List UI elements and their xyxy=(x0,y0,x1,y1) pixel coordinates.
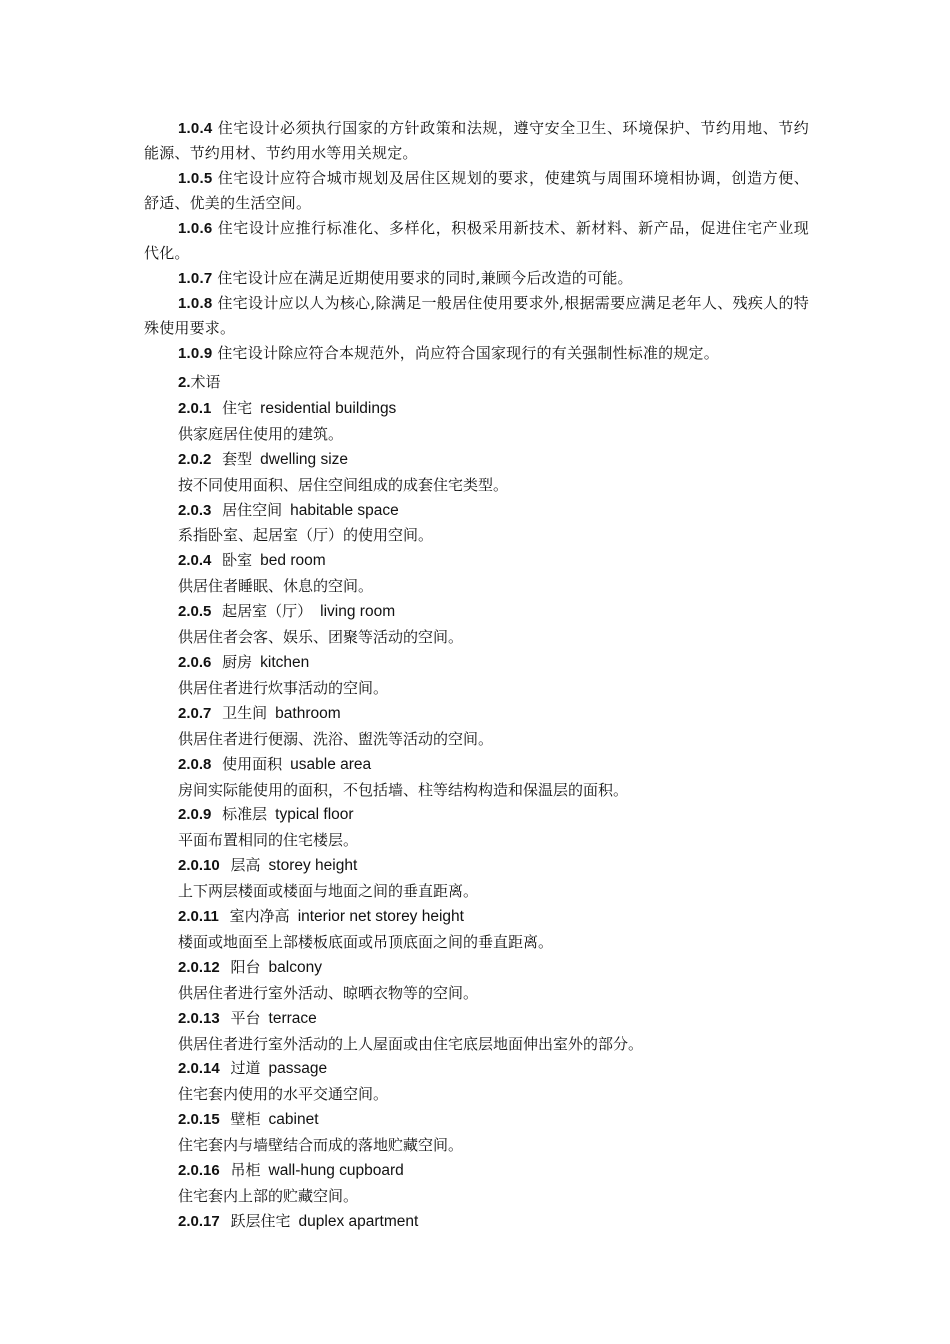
term-chinese: 卧室 xyxy=(222,551,253,570)
term-english: passage xyxy=(268,1060,328,1078)
term-number: 2.0.17 xyxy=(178,1212,220,1230)
term-english: duplex apartment xyxy=(298,1212,419,1230)
term-number: 2.0.3 xyxy=(178,501,212,519)
term-heading xyxy=(144,853,809,879)
term-number: 2.0.4 xyxy=(178,552,212,570)
clause-text: 住宅设计应在满足近期使用要求的同时,兼顾今后改造的可能。 xyxy=(217,269,633,287)
term-definition: 住宅套内上部的贮藏空间。 xyxy=(178,1187,359,1205)
clause-text: 住宅设计应以人为核心,除满足一般居住使用要求外,根据需要应满足老年人、残疾人的特殊使用要求。 xyxy=(144,294,809,337)
term-heading xyxy=(144,752,809,778)
clause-number: 1.0.8 xyxy=(178,295,213,312)
clause-1-0-7 xyxy=(144,266,809,291)
term-number: 2.0.6 xyxy=(178,653,212,671)
term-definition: 供居住者进行室外活动的上人屋面或由住宅底层地面伸出室外的部分。 xyxy=(178,1034,644,1053)
term-definition: 供居住者进行室外活动、晾晒衣物等的空间。 xyxy=(178,983,479,1002)
term-chinese: 卫生间 xyxy=(222,703,268,722)
term-heading xyxy=(144,447,809,473)
term-heading xyxy=(144,1209,809,1235)
term-definition: 系指卧室、起居室（厅）的使用空间。 xyxy=(178,526,434,545)
term-definition: 供居住者进行炊事活动的空间。 xyxy=(178,678,389,697)
term-chinese: 跃层住宅 xyxy=(230,1211,291,1230)
term-english: typical floor xyxy=(275,806,354,824)
clause-1-0-9 xyxy=(144,341,809,366)
term-english: storey height xyxy=(268,857,358,875)
term-number: 2.0.11 xyxy=(178,908,219,926)
term-number: 2.0.9 xyxy=(178,806,212,824)
document-body xyxy=(144,116,809,1235)
term-heading xyxy=(144,498,809,524)
term-chinese: 平台 xyxy=(230,1008,261,1027)
term-english: usable area xyxy=(290,755,372,773)
term-number: 2.0.1 xyxy=(178,399,212,417)
term-chinese: 壁柜 xyxy=(230,1110,261,1129)
term-english: habitable space xyxy=(290,501,399,519)
term-chinese: 起居室（厅） xyxy=(222,602,313,621)
section-heading xyxy=(144,370,809,396)
clause-number: 1.0.7 xyxy=(178,270,213,287)
clause-text: 住宅设计应推行标准化、多样化，积极采用新技术、新材料、新产品，促进住宅产业现代化。 xyxy=(144,219,809,262)
clause-text: 住宅设计必须执行国家的方针政策和法规，遵守安全卫生、环境保护、节约用地、节约能源、节约用材、节约用水等用关规定。 xyxy=(144,119,809,162)
term-heading xyxy=(144,599,809,625)
term-definition: 供居住者会客、娱乐、团聚等活动的空间。 xyxy=(178,628,464,647)
term-definition: 供居住者睡眠、休息的空间。 xyxy=(178,577,374,596)
clause-number: 1.0.9 xyxy=(178,345,213,362)
term-english: terrace xyxy=(268,1009,317,1027)
term-chinese: 套型 xyxy=(222,449,253,468)
term-english: dwelling size xyxy=(260,450,349,468)
term-definition: 供居住者进行便溺、洗浴、盥洗等活动的空间。 xyxy=(178,729,494,748)
clause-number: 1.0.5 xyxy=(178,170,213,187)
term-heading xyxy=(144,1006,809,1032)
term-heading xyxy=(144,1107,809,1133)
term-heading xyxy=(144,955,809,981)
term-chinese: 阳台 xyxy=(230,957,261,976)
clause-1-0-5 xyxy=(144,166,809,216)
term-chinese: 厨房 xyxy=(222,652,253,671)
section-title: 术语 xyxy=(190,373,221,391)
term-number: 2.0.15 xyxy=(178,1111,220,1129)
term-chinese: 层高 xyxy=(230,856,261,875)
term-definition: 住宅套内与墙壁结合而成的落地贮藏空间。 xyxy=(178,1136,464,1155)
term-definition: 按不同使用面积、居住空间组成的成套住宅类型。 xyxy=(178,475,509,494)
term-chinese: 居住空间 xyxy=(222,500,283,519)
term-chinese: 过道 xyxy=(230,1059,261,1078)
term-definition: 供家庭居住使用的建筑。 xyxy=(178,424,344,443)
term-list xyxy=(144,396,809,1235)
term-number: 2.0.10 xyxy=(178,857,220,875)
term-number: 2.0.2 xyxy=(178,450,212,468)
term-english: kitchen xyxy=(260,653,310,671)
clause-number: 1.0.6 xyxy=(178,220,213,237)
term-english: bathroom xyxy=(275,704,341,722)
clause-text: 住宅设计除应符合本规范外，尚应符合国家现行的有关强制性标准的规定。 xyxy=(217,344,719,362)
term-definition: 上下两层楼面或楼面与地面之间的垂直距离。 xyxy=(178,882,479,901)
term-chinese: 使用面积 xyxy=(222,754,283,773)
term-number: 2.0.12 xyxy=(178,958,220,976)
term-heading xyxy=(144,904,809,930)
term-number: 2.0.16 xyxy=(178,1162,220,1180)
term-english: interior net storey height xyxy=(297,908,464,926)
term-chinese: 住宅 xyxy=(222,398,253,417)
term-english: wall-hung cupboard xyxy=(268,1162,404,1180)
term-english: living room xyxy=(320,603,396,621)
clause-text: 住宅设计应符合城市规划及居住区规划的要求，使建筑与周围环境相协调，创造方便、舒适、优美的生活空间。 xyxy=(144,169,809,212)
term-number: 2.0.14 xyxy=(178,1060,220,1078)
term-heading xyxy=(144,802,809,828)
clause-number: 1.0.4 xyxy=(178,120,213,137)
term-definition: 住宅套内使用的水平交通空间。 xyxy=(178,1085,389,1104)
term-definition: 房间实际能使用的面积，不包括墙、柱等结构构造和保温层的面积。 xyxy=(178,780,629,799)
term-english: bed room xyxy=(260,552,326,570)
term-number: 2.0.13 xyxy=(178,1009,220,1027)
section-number: 2. xyxy=(178,374,191,391)
term-heading xyxy=(144,650,809,676)
terms-section xyxy=(144,370,809,1235)
term-number: 2.0.8 xyxy=(178,755,212,773)
term-number: 2.0.5 xyxy=(178,603,212,621)
term-chinese: 室内净高 xyxy=(229,907,290,926)
term-english: residential buildings xyxy=(260,399,397,417)
term-chinese: 吊柜 xyxy=(230,1161,261,1180)
clause-1-0-8 xyxy=(144,291,809,341)
term-number: 2.0.7 xyxy=(178,704,212,722)
term-chinese: 标准层 xyxy=(222,805,268,824)
term-english: balcony xyxy=(268,958,322,976)
term-definition: 楼面或地面至上部楼板底面或吊顶底面之间的垂直距离。 xyxy=(178,932,554,951)
general-provisions xyxy=(144,116,809,366)
term-definition: 平面布置相同的住宅楼层。 xyxy=(178,831,359,850)
term-english: cabinet xyxy=(268,1111,319,1129)
term-heading xyxy=(144,701,809,727)
term-heading xyxy=(144,1056,809,1082)
clause-1-0-6 xyxy=(144,216,809,266)
term-heading xyxy=(144,396,809,422)
clause-1-0-4 xyxy=(144,116,809,166)
term-heading xyxy=(144,1158,809,1184)
term-heading xyxy=(144,548,809,574)
